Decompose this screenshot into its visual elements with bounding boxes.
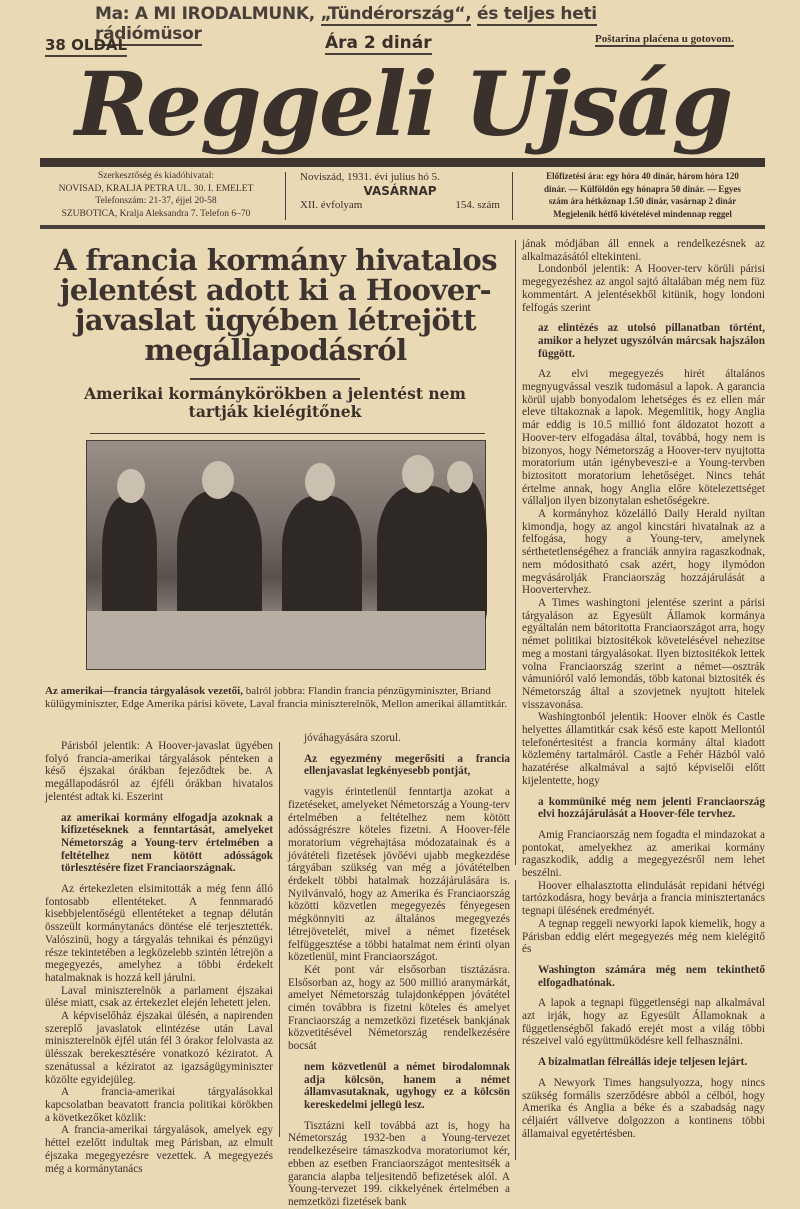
emphasis-paragraph: a kommüniké még nem jelenti Franciaország elvi hozzájárulását a Hoover-féle tervhez. [538,795,765,821]
divider [285,172,286,220]
banner-title: „Tündérország“, [320,4,472,24]
price: Ára 2 dinár [325,33,432,53]
postage-note: Poštarina plaćena u gotovom. [595,33,734,45]
paragraph: Amig Franciaország nem fogadta el mindazokat a pontokat, amelyekhez az amerikai kormány ragaszkodik, addig a megegyezésről nem lehet beszélni. [522,828,765,880]
subscription-line: Előfizetési ára: egy hóra 40 dinár, három hóra 120 [546,171,739,181]
paragraph: A képviselőház éjszakai ülésén, a napirenden szereplő javaslatok elintézése után Laval miniszterelnök éjfél után fél 3 órakor felolvasta az ülésszak berekesztésére vonatkozó kéziratot. A szenátussal a kéziratot az igazságügyminiszter közölte egyidejüleg. [45,1010,273,1086]
subscription-line: szám ára hétköznap 1.50 dinár, vasárnap 2 dinár [548,196,737,206]
subscription-info [520,170,765,222]
paragraph: A Newyork Times hangsulyozza, hogy nincs szükség formális szerződésre abból a célból, hogy Amerika és Anglia a béke és a szabadság nagy céljaiért vállvetve dolgozzon a kontinens többi államaival egyetértésben. [522,1076,765,1140]
subscription-line: Megjelenik hétfő kivételével mindennap reggel [553,208,732,219]
office-line: NOVISAD, KRALJA PETRA UL. 30. I. EMELET [58,183,254,194]
issue-number: 154. szám [455,199,500,211]
article-column-1 [45,740,273,1175]
paragraph: Laval miniszterelnök a parlament éjszakai ülése miatt, csak az értekezlet elején lehetett jelen. [45,984,273,1010]
paragraph: A kormányhoz közelálló Daily Herald nyiltan kimondja, hogy az angol kincstári hivatalnak az a felfogása, hogy a Young-terv, amelynek sérthetetlenségéhez a franciák annyira ragaszkodnak, nem módositható csak azért, hogy ilymódon megvásárolják Franciaország hozzájárulását a Hoovertervhez. [522,508,765,597]
masthead-rule [40,158,765,167]
office-line: Szerkesztőség és kiadóhivatal: [97,171,215,181]
page-count: 38 OLDAL [45,36,127,57]
divider [512,172,513,220]
divider [90,433,485,434]
office-line: SZUBOTICA, Kralja Aleksandra 7. Telefon 6–70 [61,208,251,219]
paragraph: Hoover elhalasztotta elindulását repidani hétvégi tartózkodásra, hogy bevárja a francia minisztertanács tegnapi ülésének eredményét. [522,879,765,918]
emphasis-paragraph: nem közvetlenül a német birodalomnak adja kölcsön, hanem a német államvasutaknak, ugyhogy ez a kölcsön kereskedelmi jellegü lesz. [304,1060,510,1111]
column-rule [279,742,280,1137]
emphasis-paragraph: Washington számára még nem tekinthető elfogadhatónak. [538,963,765,989]
subheadline: Amerikai kormánykörökben a jelentést nem tartják kielégitőnek [84,384,466,421]
date-line: Noviszád, 1931. évi julius hó 5. [300,171,440,183]
headline: A francia kormány hivatalos jelentést adott ki a Hoover-javaslat ügyében létrejött megállapodásról [53,243,498,367]
banner-suffix: és teljes heti rádiómüsor [95,4,597,44]
caption-bold: Az amerikai—francia tárgyalások vezetői, [45,685,243,697]
paragraph: Tisztázni kell továbbá azt is, hogy ha Németország 1932-ben a Young-tervezet rendelkezéseire támaszkodva moratoriumot kér, ebben az esetben Franciaországot mentesitsék a garancia alapba teljesitendő befizetések alól. A Young-tervezet 199. cikkelyének értelmében a nemzetközi fizetések bank [288,1119,510,1208]
column-rule [515,240,516,865]
issue-info [300,170,500,222]
emphasis-paragraph: az amerikai kormány elfogadja azoknak a kifizetéseknek a fenntartását, amelyeket Németország a Young-terv értelmében a feltételhez nem kötött adósságok törlesztésére fizet Franciaországnak. [61,811,273,875]
paragraph: jának módjában áll ennek a rendelkezésnek az alkalmazásától eltekinteni. [522,238,765,263]
paragraph: Washingtonból jelentik: Hoover elnök és Castle helyettes államtitkár csak késő este kapott Mellontól telefonértesitést a francia kormány által kiadott közlemény tartalmáról. Castle a Fehér Házból való hazatérése alkalmával a sajtó képviselői előtt kijelentette, hogy [522,711,765,787]
subscription-line: dinár. — Külföldön egy hónapra 50 dinár. — Egyes [544,183,741,194]
paragraph: A tegnap reggeli newyorki lapok kiemelik, hogy a Párisban eddig elért megegyezés még nem kielégitő és [522,917,765,956]
paragraph: vagyis érintetlenül fenntartja azokat a fizetéseket, amelyeket Németország a Young-terv értelmében a feltételhez nem kötött adósságrészre köteles fizetni. A Hoover-féle moratorium végrehajtása módozatainak és a jóvátételi fizetések jövőévi ujabb megkezdése tárgyában szükség van még a jóvátételben érdekelt többi hatalmak hozzájárulására is. Nyilvánvaló, hogy az Amerika és Franciaország közötti közvetlen megegyezés fényegesen mégkönnyiti az általános megegyezés létrejövetelét, mivel a német fizetések felfüggesztése a többi hatalmat nem érinti olyan közetlenül, mint Franciaországot. [288,786,510,964]
divider [190,378,360,380]
article-column-2 [288,732,510,1208]
paragraph: A lapok a tegnapi függetlenségi nap alkalmával azt irják, hogy az Egyesült Államoknak a függetlenségből fakadó erejét most a világ többi részeivel való együttmüködésre kell felhasználni. [522,997,765,1048]
article-column-3 [522,238,765,1148]
emphasis-paragraph: A bizalmatlan félreállás ideje teljesen lejárt. [538,1056,748,1069]
paragraph: Párisból jelentik: A Hoover-javaslat ügyében folyó francia-amerikai tárgyalások pénteken a késő éjszakai órákban fejeződtek be. A megállapodásról az éjféli órákban hivatalos jelentést adtak ki. Eszerint [45,740,273,803]
news-photo [86,440,486,670]
paragraph: Két pont vár elsősorban tisztázásra. Elsősorban az, hogy az 500 millió aranymárkát, amelyet Németország tulajdonképpen jóvátétel cimén továbbra is fizetni köteles és amelyet Franciaország a nemzetközi fizetések bankjának közvetitésével Németország rendelkezésére bocsát [288,963,510,1053]
office-line: Telefonszám: 21-37, éjjel 20-58 [95,196,217,206]
office-info [40,170,272,222]
photo-caption [45,685,510,710]
banner-prefix: Ma: A MI IRODALMUNK, [95,4,315,24]
masthead-logo: Reggeli Ujság [74,52,732,156]
emphasis-paragraph: Az egyezmény megerősiti a francia ellenjavaslat legkényesebb pontját, [304,752,510,778]
paragraph: A francia-amerikai tárgyalásokkal kapcsolatban beavatott francia politikai körökben a következőket közlik: [45,1086,273,1124]
volume: XII. évfolyam [300,199,363,211]
header-rule [40,225,765,229]
paragraph: jóváhagyására szorul. [304,732,401,744]
paragraph: Londonból jelentik: A Hoover-terv körüli párisi megegyezéshez az angol sajtó általában még nem füz kommentárt. A jelentésekből kitünik, hogy londoni felfogás szerint [522,263,765,314]
paragraph: A francia-amerikai tárgyalások, amelyek egy héttel ezelőtt indultak meg Párisban, az elmult éjszaka megegyezésre vezettek. A megegyezés még a kormánytanács [45,1124,273,1175]
paragraph: Az elvi megegyezés hirét általános megnyugvással veszik tudomásul a lapok. A garancia körül ujabb bonyodalom lehetséges és ez ellen már eleve tiltakoznak a lapok. Megemlitik, hogy Anglia már eddig is 10.5 millió font áldozatot hozott a Hoover-terv elfogadása által, továbbá, hogy nem is bizonyos, hogy Németország a Hoover-terv nyujtotta moratorium után igénybeveszi-e a Young-tervben biztositott moratorium lehetőséget. Nincs tehát értelme annak, hogy Anglia előre kötelezettséget vállaljon ilyen bizonytalan eshetőségekre. [522,368,765,508]
emphasis-paragraph: az elintézés az utolsó pillanatban történt, amikor a helyzet ugyszólván márcsak hajszálon függött. [538,322,765,360]
paragraph: Az értekezleten elsimitották a még fenn álló fontosabb ellentéteket. A fennmaradó kisebbjelentőségü ellentéteket a tegnap délután összeült kormánytanács döntése elé terjesztették. Valószinü, hogy a tárgyalás tehnikai és pénzügyi része tekintetében a legközelebb szintén létrejön a megegyezés, amelyhez a többi érdekelt hatalmaknak is hozzá kell járulni. [45,883,273,984]
column-rule [515,880,516,1160]
paragraph: A Times washingtoni jelentése szerint a párisi tárgyaláson az Egyesült Államok kormánya egyáltalán nem bátoritotta Franciaországot arra, hogy német politikai biztositékok követelésével nehezitse meg a mostani tárgyalásokat. Ilyen biztositékok lettek volna Franciaország szerint a német—osztrák vámunióról való lemondás, több katonai biztositék és Németország által a szovjetnek nyujtott hitelek visszavonása. [522,596,765,711]
weekday: VASÁRNAP [363,184,437,198]
caption-text: balról jobbra: Flandin francia pénzügyminiszter, Briand külügyminiszter, Edge Amerika párisi követe, Laval francia miniszterelnök, Mellon amerikai államtitkár. [45,685,508,710]
